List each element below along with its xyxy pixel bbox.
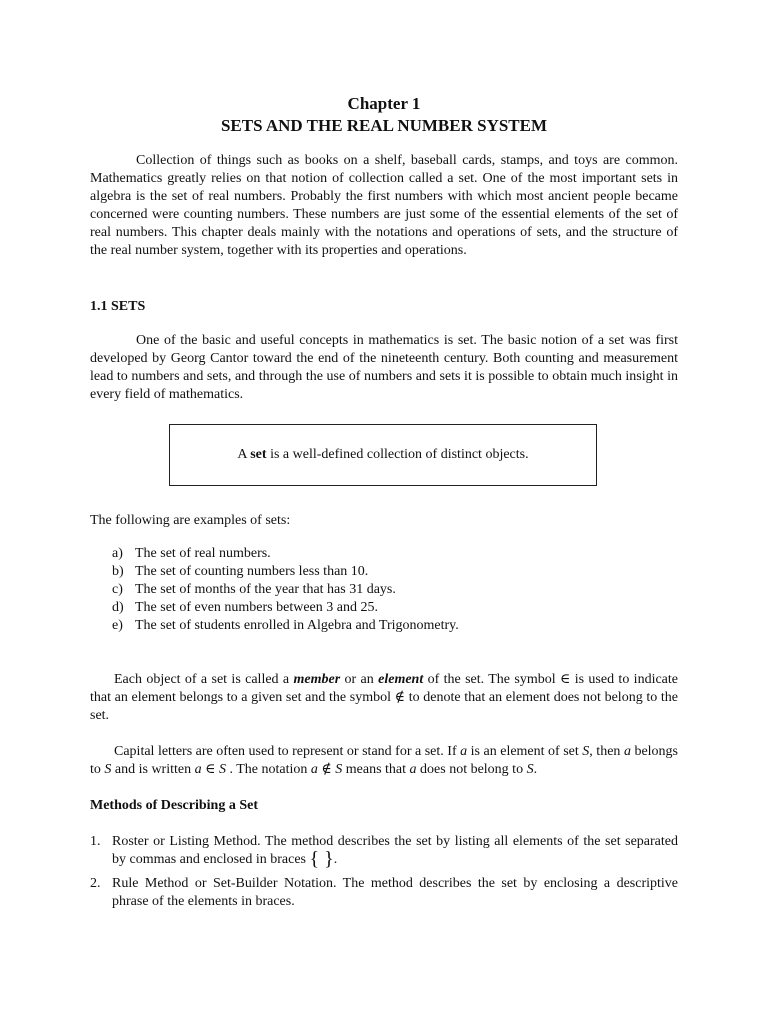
- element-of-expression: a ∈ S: [194, 762, 226, 777]
- list-item: c) The set of months of the year that has 31 days.: [112, 582, 396, 597]
- braces-symbol: { }: [309, 848, 334, 870]
- list-item: a) The set of real numbers.: [112, 546, 271, 561]
- member-paragraph: Each object of a set is called a member or an element of the set. The symbol ∈ is used to indicate that an element belongs to a given set and the symbol ∉ to denote that an element does not belong to the set.: [90, 672, 679, 723]
- list-item: b) The set of counting numbers less than 10.: [112, 564, 369, 579]
- element-term: element: [378, 672, 424, 687]
- list-item: d) The set of even numbers between 3 and 25.: [112, 600, 378, 615]
- examples-list: [112, 545, 459, 635]
- intro-paragraph: Collection of things such as books on a shelf, baseball cards, stamps, and toys are common. Mathematics greatly relies on that notion of collection called a set. One of the most important sets in algebra is the set of real numbers. Probably the first numbers with which most ancient people became concerned were counting numbers. These numbers are just some of the essential elements of the set of real numbers. This chapter deals mainly with the notations and operations of sets, and the structure of the real number system, together with its properties and operations.: [90, 153, 678, 258]
- definition-text: A set is a well-defined collection of distinct objects.: [237, 447, 529, 462]
- definition-term: set: [250, 447, 267, 462]
- member-term: member: [293, 672, 341, 687]
- list-item: e) The set of students enrolled in Algebra and Trigonometry.: [112, 618, 459, 633]
- not-element-of-expression: a ∉ S: [310, 762, 343, 777]
- definition-box: [169, 424, 597, 486]
- methods-heading: Methods of Describing a Set: [90, 798, 258, 813]
- element-of-symbol: ∈: [559, 672, 571, 687]
- not-element-of-symbol: ∉: [394, 690, 406, 705]
- list-item: 2. Rule Method or Set-Builder Notation. The method describes the set by enclosing a descriptive phrase of the elements in braces.: [90, 876, 678, 909]
- sets-paragraph: One of the basic and useful concepts in mathematics is set. The basic notion of a set was first developed by Georg Cantor toward the end of the nineteenth century. Both counting and measurement lead to numbers and sets, and through the use of numbers and sets it is possible to obtain much insight in every field of mathematics.: [90, 333, 678, 402]
- methods-list: [90, 833, 678, 911]
- list-item: 1. Roster or Listing Method. The method describes the set by listing all elements of the set separated by commas and enclosed in braces { }.: [90, 834, 678, 870]
- section-heading: 1.1 SETS: [90, 299, 146, 314]
- chapter-title: SETS AND THE REAL NUMBER SYSTEM: [220, 116, 548, 135]
- capital-letters-paragraph: Capital letters are often used to represent or stand for a set. If a is an element of set S, then a belongs to S and is written a ∈ S . The notation a ∉ S means that a does not belong to S.: [90, 744, 679, 777]
- chapter-label: Chapter 1: [347, 94, 421, 113]
- examples-intro: The following are examples of sets:: [90, 513, 291, 528]
